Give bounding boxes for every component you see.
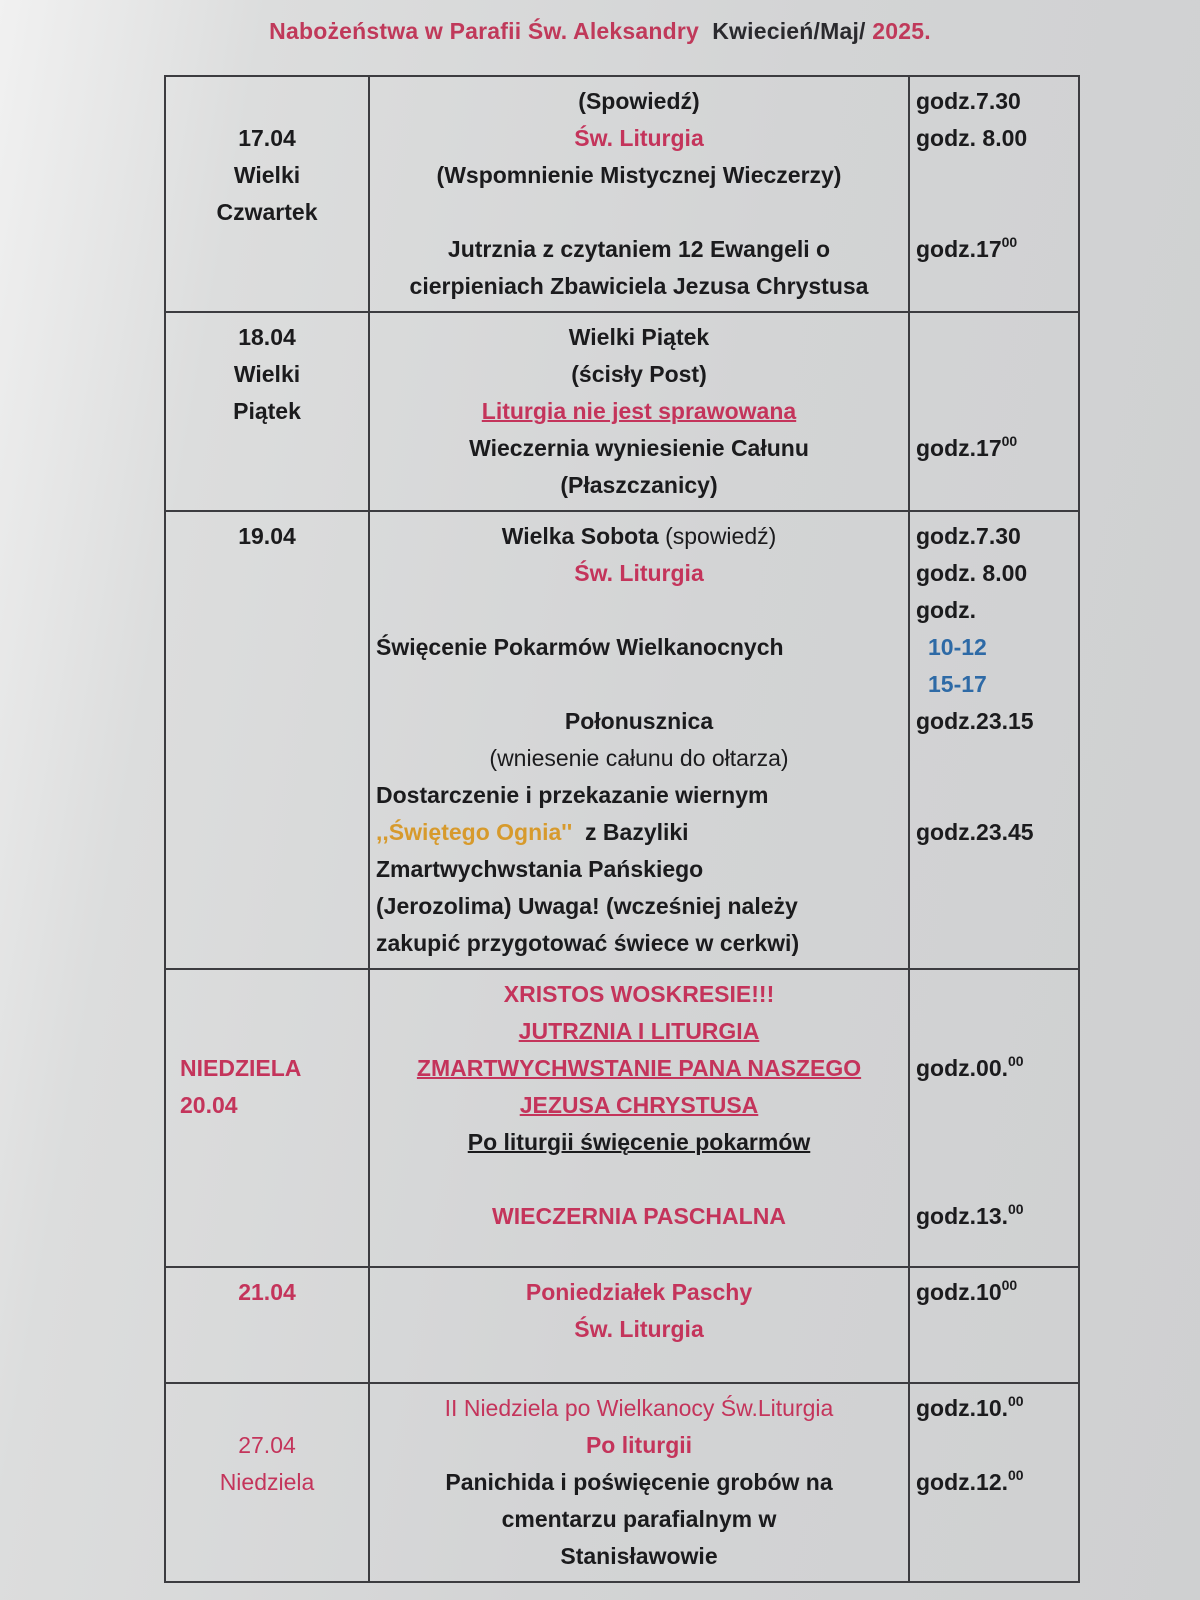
event-line: Panichida i poświęcenie grobów na <box>445 1469 833 1495</box>
day-name: Czwartek <box>216 199 318 225</box>
event-line: ZMARTWYCHWSTANIE PANA NASZEGO <box>416 1055 862 1081</box>
event-line: Wielka Sobota (spowiedź) <box>501 523 777 549</box>
time-text: $godz.10^{00}$ <box>916 1277 1018 1305</box>
event-line: cmentarzu parafialnym w <box>501 1506 777 1532</box>
event-line: Poniedziałek Paschy <box>525 1279 753 1305</box>
event-line: (Spowiedź) <box>578 88 700 114</box>
date-text: 17.04 <box>238 125 296 151</box>
time-cell <box>909 76 1079 312</box>
time-text: godz. 8.00 <box>916 560 1028 586</box>
date-cell <box>165 969 369 1267</box>
time-cell <box>909 969 1079 1267</box>
event-line: (Płaszczanicy) <box>560 472 718 498</box>
schedule-row <box>165 969 1079 1267</box>
time-text: godz.23.45 <box>916 819 1034 845</box>
event-line: Po liturgii <box>585 1432 693 1458</box>
event-line: (ścisły Post) <box>571 361 707 387</box>
event-line: (Jerozolima) Uwaga! (wcześniej należy <box>376 893 798 919</box>
day-name: Wielki <box>233 162 301 188</box>
time-text: godz.12.00 <box>916 1467 1024 1495</box>
time-text: godz.23.15 <box>916 708 1034 734</box>
event-cell <box>369 1383 909 1582</box>
event-line: (wniesenie całunu do ołtarza) <box>489 745 789 771</box>
page-title <box>0 18 1200 45</box>
date-cell <box>165 1267 369 1383</box>
time-text: godz.7.30 <box>916 523 1021 549</box>
date-text: 18.04 <box>238 324 296 350</box>
time-text: godz. 8.00 <box>916 125 1028 151</box>
schedule-row <box>165 511 1079 969</box>
day-name: Niedziela <box>219 1469 315 1495</box>
date-cell <box>165 312 369 511</box>
time-text: godz.7.30 <box>916 88 1021 114</box>
event-line: Wielki Piątek <box>568 324 710 350</box>
time-text: godz.00.00 <box>916 1053 1024 1081</box>
schedule-row <box>165 76 1079 312</box>
event-line: Po liturgii święcenie pokarmów <box>467 1129 811 1155</box>
event-line: Dostarczenie i przekazanie wiernym <box>376 782 769 808</box>
title-year: 2025. <box>872 18 931 44</box>
date-text: 19.04 <box>238 523 296 549</box>
event-line: Stanisławowie <box>560 1543 718 1569</box>
event-line: Święcenie Pokarmów Wielkanocnych <box>376 634 784 660</box>
day-name: NIEDZIELA <box>180 1055 302 1081</box>
event-line: Jutrznia z czytaniem 12 Ewangeli o <box>447 236 831 262</box>
event-line: II Niedziela po Wielkanocy Św.Liturgia <box>444 1395 834 1421</box>
event-line: XRISTOS WOSKRESIE!!! <box>503 981 775 1007</box>
time-text: 15-17 <box>928 671 987 697</box>
schedule-row <box>165 1267 1079 1383</box>
event-line: JUTRZNIA I LITURGIA <box>518 1018 760 1044</box>
schedule-row <box>165 312 1079 511</box>
event-line: cierpieniach Zbawiciela Jezusa Chrystusa <box>409 273 869 299</box>
schedule-row <box>165 1383 1079 1582</box>
time-text: godz.10.00 <box>916 1393 1024 1421</box>
event-cell <box>369 511 909 969</box>
time-cell <box>909 1267 1079 1383</box>
title-months: Kwiecień/Maj/ <box>712 18 866 44</box>
day-name: Piątek <box>233 398 301 424</box>
day-name: Wielki <box>233 361 301 387</box>
event-line: Zmartwychwstania Pańskiego <box>376 856 704 882</box>
title-parish: Nabożeństwa w Parafii Św. Aleksandry <box>269 18 700 44</box>
time-text: $godz.17^{00}$ <box>916 234 1018 262</box>
time-cell <box>909 1383 1079 1582</box>
time-text: $godz.17^{00}$ <box>916 433 1018 461</box>
event-line: Św. Liturgia <box>574 125 704 151</box>
date-text: 27.04 <box>238 1432 296 1458</box>
date-cell <box>165 1383 369 1582</box>
date-cell <box>165 76 369 312</box>
time-text: godz.13.00 <box>916 1201 1024 1229</box>
event-cell <box>369 76 909 312</box>
event-line: JEZUSA CHRYSTUSA <box>519 1092 759 1118</box>
event-cell <box>369 969 909 1267</box>
date-text: 21.04 <box>238 1279 296 1305</box>
event-line: Wieczernia wyniesienie Całunu <box>469 435 809 461</box>
event-line: zakupić przygotować świece w cerkwi) <box>376 930 800 956</box>
event-cell <box>369 312 909 511</box>
event-line: Św. Liturgia <box>574 560 704 586</box>
date-text: 20.04 <box>180 1092 238 1118</box>
event-line: ,,Świętego Ognia'' z Bazyliki <box>376 819 689 845</box>
time-text: godz. <box>916 597 977 623</box>
event-line: Liturgia nie jest sprawowana <box>481 398 797 424</box>
schedule-table <box>164 75 1080 1583</box>
event-line: Św. Liturgia <box>574 1316 704 1342</box>
time-cell <box>909 312 1079 511</box>
event-line: Połonusznica <box>564 708 714 734</box>
time-cell <box>909 511 1079 969</box>
event-line: WIECZERNIA PASCHALNA <box>492 1203 786 1229</box>
time-text: 10-12 <box>928 634 987 660</box>
date-cell <box>165 511 369 969</box>
event-line: (Wspomnienie Mistycznej Wieczerzy) <box>436 162 842 188</box>
event-cell <box>369 1267 909 1383</box>
